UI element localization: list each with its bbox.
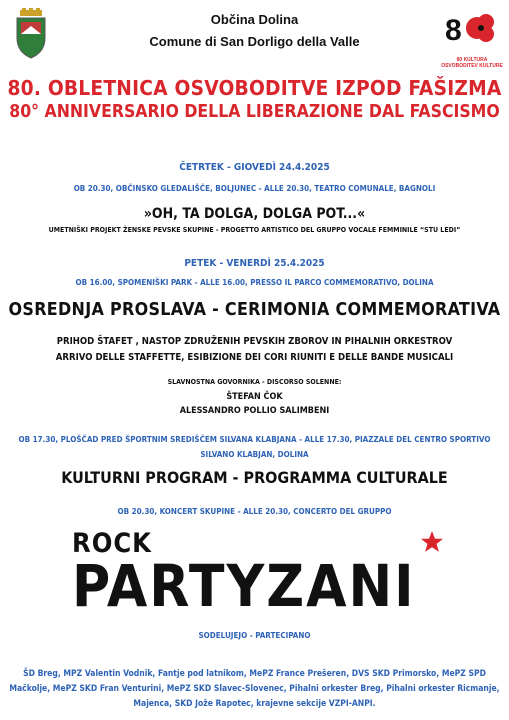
event2-venue: OB 16.00, SPOMENIŠKI PARK - ALLE 16.00, PRESSO IL PARCO COMMEMORATIVO, DOLINA xyxy=(75,278,434,287)
event1-subtitle: UMETNIŠKI PROJEKT ŽENSKE PEVSKE SKUPINE - PROGETTO ARTISTICO DEL GRUPPO VOCALE FEMMINILE “STU LEDI” xyxy=(48,226,461,234)
participants-line-3: Majenca, SKD Jože Rapotec, krajevne sekcije VZPI-ANPI. xyxy=(133,699,376,709)
red-star-icon xyxy=(420,530,444,554)
speaker-1: ŠTEFAN ČOK xyxy=(226,392,283,402)
event1-title: »OH, TA DOLGA, DOLGA POT...« xyxy=(143,206,366,222)
svg-text:8: 8 xyxy=(445,14,462,47)
event3-venue-line2: SILVANO KLABJAN, DOLINA xyxy=(200,450,309,459)
band-name-main: PARTYZANI xyxy=(72,552,416,620)
title-it: 80° ANNIVERSARIO DELLA LIBERAZIONE DAL FASCISMO xyxy=(9,102,500,122)
event2-date: PETEK - VENERDÌ 25.4.2025 xyxy=(184,258,325,269)
kultura-logo xyxy=(441,6,503,72)
event1-venue: OB 20.30, OBČINSKO GLEDALIŠČE, BOLJUNEC - ALLE 20.30, TEATRO COMUNALE, BAGNOLI xyxy=(73,184,436,193)
event2-line-a: PRIHOD ŠTAFET , NASTOP ZDRUŽENIH PEVSKIH ZBOROV IN PIHALNIH ORKESTROV xyxy=(56,336,453,347)
event3-venue-line1: OB 17.30, PLOŠČAD PRED ŠPORTNIM SREDIŠČEM SILVANA KLABJANA - ALLE 17.30, PIAZZALE DEL CENTRO SPORTIVO xyxy=(18,435,491,444)
municipality-sl: Občina Dolina xyxy=(210,12,299,27)
speaker-2: ALESSANDRO POLLIO SALIMBENI xyxy=(179,406,330,416)
participants-line-2: Mačkolje, MePZ SKD Fran Venturini, MePZ SKD Slavec-Slovenec, Pihalni orkester Breg, Pihalni orkester Ricmanje, xyxy=(9,684,500,694)
title-sl: 80. OBLETNICA OSVOBODITVE IZPOD FAŠIZMA xyxy=(7,76,502,100)
event2-title: OSREDNJA PROSLAVA - CERIMONIA COMMEMORATIVA xyxy=(8,300,501,320)
participants-line-1: ŠD Breg, MPZ Valentin Vodnik, Fantje pod latnikom, MePZ France Prešeren, DVS SKD Primorsko, MePZ SPD xyxy=(23,669,486,679)
kultura-logo-text: 80 KULTURA OSVOBODITEV KULTURE xyxy=(441,57,503,69)
poppy-icon xyxy=(441,6,503,52)
event4-venue: OB 20.30, KONCERT SKUPINE - ALLE 20.30, CONCERTO DEL GRUPPO xyxy=(117,507,392,516)
event1-date: ČETRTEK - GIOVEDÌ 24.4.2025 xyxy=(179,162,330,173)
municipality-it: Comune di San Dorligo della Valle xyxy=(149,34,360,49)
event2-line-b: ARRIVO DELLE STAFFETTE, ESIBIZIONE DEI CORI RIUNITI E DELLE BANDE MUSICALI xyxy=(55,352,454,363)
speakers-label: SLAVNOSTNA GOVORNIKA - DISCORSO SOLENNE: xyxy=(167,378,342,386)
participants-label: SODELUJEJO - PARTECIPANO xyxy=(198,631,311,640)
band-name-top: ROCK xyxy=(72,528,153,559)
event3-title: KULTURNI PROGRAM - PROGRAMMA CULTURALE xyxy=(61,468,448,487)
